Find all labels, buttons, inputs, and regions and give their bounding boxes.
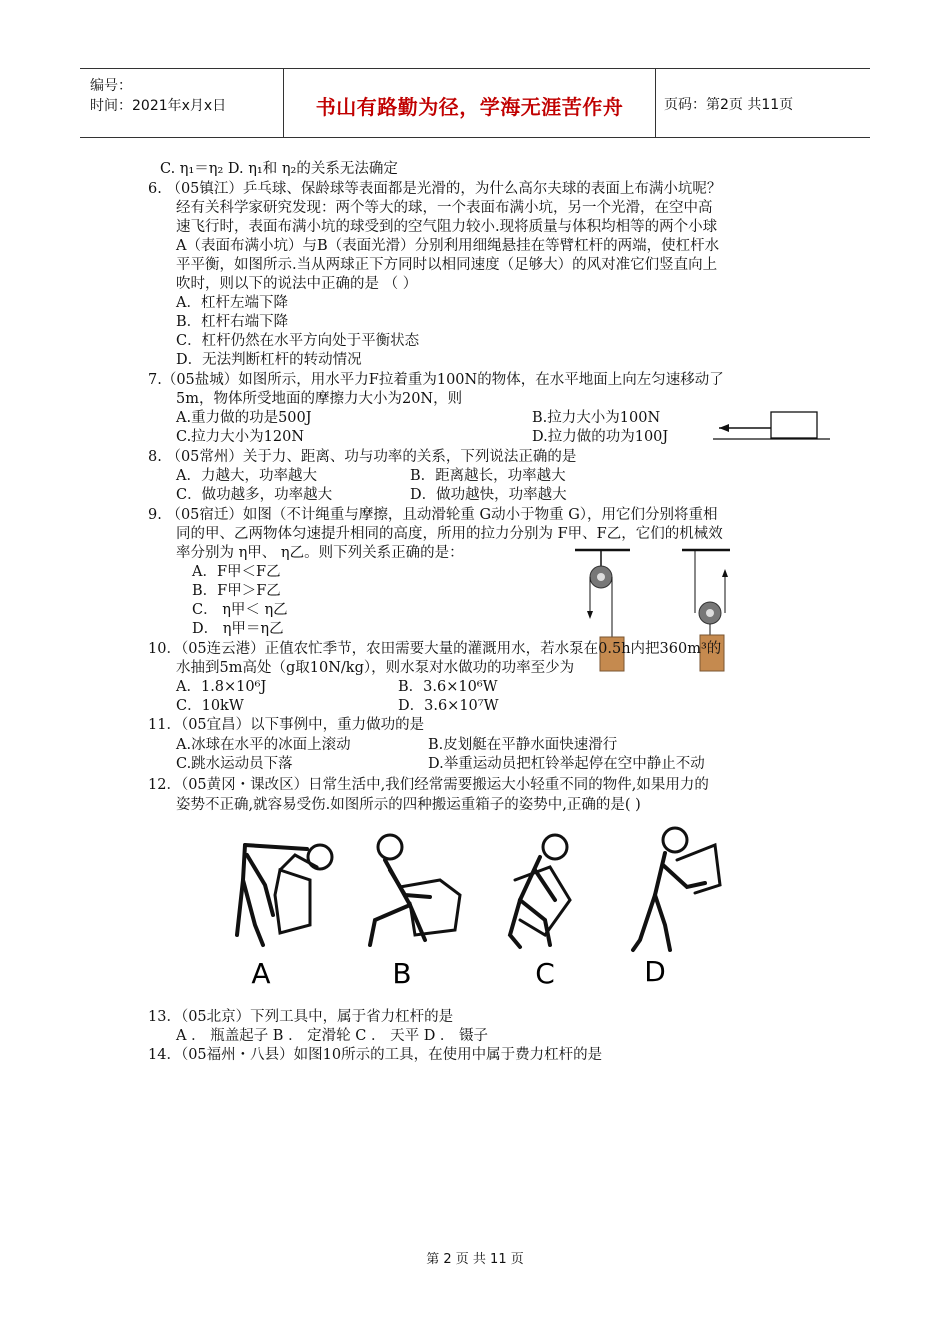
header-center-cell — [284, 69, 656, 137]
q6-stem: 6. （05镇江）乒乓球、保龄球等表面都是光滑的，为什么高尔夫球的表面上布满小坑呢？ — [148, 181, 722, 197]
number-label: 编号： — [90, 78, 132, 94]
q10-stem: 10．（05连云港）正值农忙季节，农田需要大量的灌溉用水，若水泵在0.5h内把360m³的 — [148, 641, 722, 657]
page-footer: 第 2 页 共 11 页 — [426, 1252, 524, 1267]
q10-option-a: A．1.8×10⁶J — [176, 679, 267, 695]
q9-text: 同的甲、乙两物体匀速提升相同的高度，所用的拉力分别为 F甲、F乙，它们的机械效 — [176, 526, 723, 542]
q9-stem: 9. （05宿迁）如图（不计绳重与摩擦，且动滑轮重 G动小于物重 G），用它们分别将重相 — [148, 507, 718, 523]
page-header — [80, 68, 870, 138]
q12-text: 姿势不正确,就容易受伤.如图所示的四种搬运重箱子的姿势中,正确的是( ) — [176, 797, 641, 813]
arrow-up-icon — [722, 569, 728, 577]
q10-option-b: B．3.6×10⁶W — [398, 679, 498, 695]
q12-stem: 12．（05黄冈・课改区）日常生活中,我们经常需要搬运大小轻重不同的物件,如果用力的 — [148, 777, 709, 793]
q6-text: 吹时，则以下的说法中正确的是 （ ） — [176, 276, 418, 292]
q9-option-d: D． η甲＝η乙 — [192, 621, 284, 637]
pulley-axle — [706, 609, 714, 617]
label-d: D — [644, 955, 666, 988]
q6-option-a: A．杠杆左端下降 — [176, 295, 288, 311]
q6-option-d: D．无法判断杠杆的转动情况 — [176, 352, 362, 368]
posture-a — [237, 845, 332, 945]
q7-figure — [705, 408, 835, 448]
q6-text: 经有关科学家研究发现：两个等大的球，一个表面布满小坑，另一个光滑，在空中高 — [176, 200, 713, 216]
q7-option-d: D.拉力做的功为100J — [532, 429, 669, 445]
q11-option-b: B.皮划艇在平静水面快速滑行 — [428, 737, 618, 753]
q8-option-c: C．做功越多，功率越大 — [176, 487, 333, 503]
q12-lifting-figure — [225, 825, 745, 990]
page-number-label: 页码：第2页 共11页 — [664, 97, 794, 113]
q9-option-b: B．F甲＞F乙 — [192, 583, 281, 599]
q9-option-c: C． η甲＜ η乙 — [192, 602, 288, 618]
header-left-cell — [80, 69, 284, 137]
q8-stem: 8. （05常州）关于力、距离、功与功率的关系，下列说法正确的是 — [148, 449, 577, 465]
q13-stem: 13．（05北京）下列工具中，属于省力杠杆的是 — [148, 1009, 454, 1025]
arrow-down-icon — [587, 611, 593, 619]
motto: 书山有路勤为径，学海无涯苦作舟 — [315, 95, 624, 119]
q6-text: A（表面布满小坑）与B（表面光滑）分别利用细绳悬挂在等臂杠杆的两端，使杠杆水 — [176, 238, 720, 254]
time-label: 时间：2021年x月x日 — [90, 98, 227, 114]
arrow-head-icon — [719, 424, 729, 432]
q10-text: 水抽到5m高处（g取10N/kg），则水泵对水做功的功率至少为 — [176, 660, 575, 676]
q11-option-a: A.冰球在水平的冰面上滚动 — [176, 737, 351, 753]
q7-text: 5m，物体所受地面的摩擦力大小为20N，则 — [176, 391, 463, 407]
posture-c — [510, 835, 570, 947]
posture-b — [370, 835, 460, 945]
header-right-cell — [656, 69, 870, 137]
q6-option-b: B．杠杆右端下降 — [176, 314, 289, 330]
q6-option-c: C．杠杆仍然在水平方向处于平衡状态 — [176, 333, 420, 349]
q10-option-d: D．3.6×10⁷W — [398, 698, 499, 714]
q6-text: 平平衡，如图所示.当从两球正下方同时以相同速度（足够大）的风对准它们竖直向上 — [176, 257, 718, 273]
q8-option-d: D．做功越快，功率越大 — [410, 487, 567, 503]
q13-options: A ． 瓶盖起子 B ． 定滑轮 C ． 天平 D ． 镊子 — [176, 1028, 489, 1044]
q9-text: 率分别为 η甲、 η乙。则下列关系正确的是： — [176, 545, 464, 561]
q11-option-c: C.跳水运动员下落 — [176, 756, 293, 772]
q10-option-c: C．10kW — [176, 698, 244, 714]
q7-option-c: C.拉力大小为120N — [176, 429, 305, 445]
label-a: A — [251, 957, 271, 990]
q6-text: 速飞行时，表面布满小坑的球受到的空气阻力较小.现将质量与体积均相等的两个小球 — [176, 219, 718, 235]
block-shape — [771, 412, 817, 438]
q11-stem: 11．（05宜昌）以下事例中，重力做功的是 — [148, 717, 425, 733]
q14-stem: 14．（05福州・八县）如图10所示的工具，在使用中属于费力杠杆的是 — [148, 1047, 603, 1063]
label-b: B — [392, 957, 412, 990]
posture-d — [633, 828, 720, 950]
label-c: C — [535, 957, 555, 990]
q11-option-d: D.举重运动员把杠铃举起停在空中静止不动 — [428, 756, 705, 772]
q9-pulley-figure — [570, 545, 740, 680]
q9-option-a: A．F甲＜F乙 — [192, 564, 281, 580]
q8-option-b: B．距离越长，功率越大 — [410, 468, 566, 484]
q7-option-a: A.重力做的功是500J — [176, 410, 312, 426]
q7-stem: 7.（05盐城）如图所示，用水平力F拉着重为100N的物体，在水平地面上向左匀速移动了 — [148, 372, 724, 388]
q8-option-a: A．力越大，功率越大 — [176, 468, 317, 484]
q7-option-b: B.拉力大小为100N — [532, 410, 661, 426]
pulley-axle — [597, 573, 605, 581]
q5-options-cd: C. η₁＝η₂ D. η₁和 η₂的关系无法确定 — [160, 161, 398, 177]
